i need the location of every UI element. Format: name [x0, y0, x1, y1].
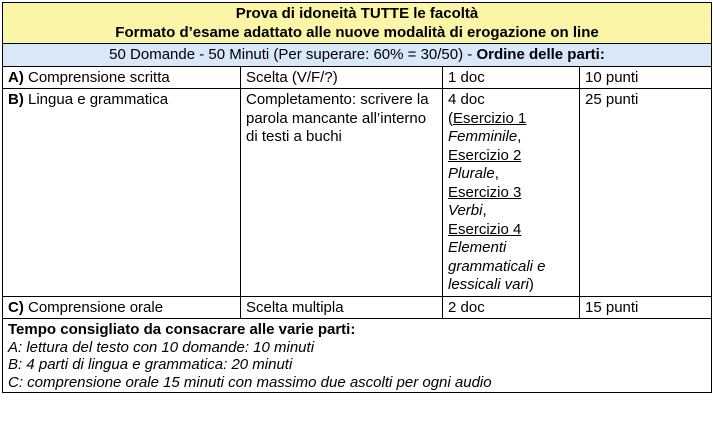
summary-emphasis: Ordine delle parti: — [476, 46, 605, 63]
notes-cell — [3, 319, 712, 393]
summary-cell — [3, 44, 712, 67]
part-points: 15 punti — [580, 296, 712, 319]
table-title — [3, 3, 712, 44]
exercise-3-topic: Verbi, — [448, 202, 487, 219]
part-points: 25 punti — [580, 89, 712, 297]
exercise-4-topic: Elementi grammaticali e lessicali vari) — [448, 239, 546, 293]
part-docs: 2 doc — [443, 296, 580, 319]
part-name-cell — [3, 66, 241, 89]
exercise-1 — [448, 110, 574, 129]
exercise-label: Esercizio 3 — [448, 183, 522, 201]
part-type: Scelta (V/F/?) — [241, 66, 443, 89]
title-line-2: Formato d’esame adattato alle nuove modalità di erogazione on line — [115, 23, 599, 41]
part-name-cell — [3, 296, 241, 319]
exam-format-table — [2, 2, 712, 393]
table-row — [3, 89, 712, 297]
exercise-label: Esercizio 1 — [453, 109, 527, 127]
part-type: Completamento: scrivere la parola mancante all’interno di testi a buchi — [241, 89, 443, 297]
notes-row — [3, 319, 712, 393]
part-name: Comprensione orale — [23, 298, 164, 316]
part-letter: C) — [8, 298, 24, 316]
part-docs-cell — [443, 89, 580, 297]
note-line: C: comprensione orale 15 minuti con massimo due ascolti per ogni audio — [8, 373, 492, 391]
exercise-2-topic: Plurale, — [448, 165, 499, 182]
part-name-cell — [3, 89, 241, 297]
note-line: B: 4 parti di lingua e grammatica: 20 minuti — [8, 356, 293, 373]
notes-heading: Tempo consigliato da consacrare alle varie parti: — [8, 321, 356, 338]
part-docs: 1 doc — [443, 66, 580, 89]
part-docs: 4 doc — [448, 91, 485, 108]
title-line-1: Prova di idoneità TUTTE le facoltà — [235, 5, 479, 22]
table-row — [3, 66, 712, 89]
table-row — [3, 296, 712, 319]
part-letter: B) — [8, 91, 24, 108]
note-line: A: lettura del testo con 10 domande: 10 minuti — [8, 338, 315, 356]
part-type: Scelta multipla — [241, 296, 443, 319]
exercise-label: Esercizio 4 — [448, 220, 522, 238]
part-points: 10 punti — [580, 66, 712, 89]
summary-text: 50 Domande - 50 Minuti (Per superare: 60% = 30/50) - — [109, 46, 477, 63]
summary-row — [3, 44, 712, 67]
open-paren: ( — [448, 109, 453, 127]
exercise-list — [448, 110, 574, 295]
title-row — [3, 3, 712, 44]
exercise-label: Esercizio 2 — [448, 146, 522, 164]
part-name: Lingua e grammatica — [23, 91, 169, 108]
part-name: Comprensione scritta — [23, 68, 170, 86]
exercise-1-topic: Femminile, — [448, 128, 522, 145]
part-letter: A) — [8, 68, 24, 86]
